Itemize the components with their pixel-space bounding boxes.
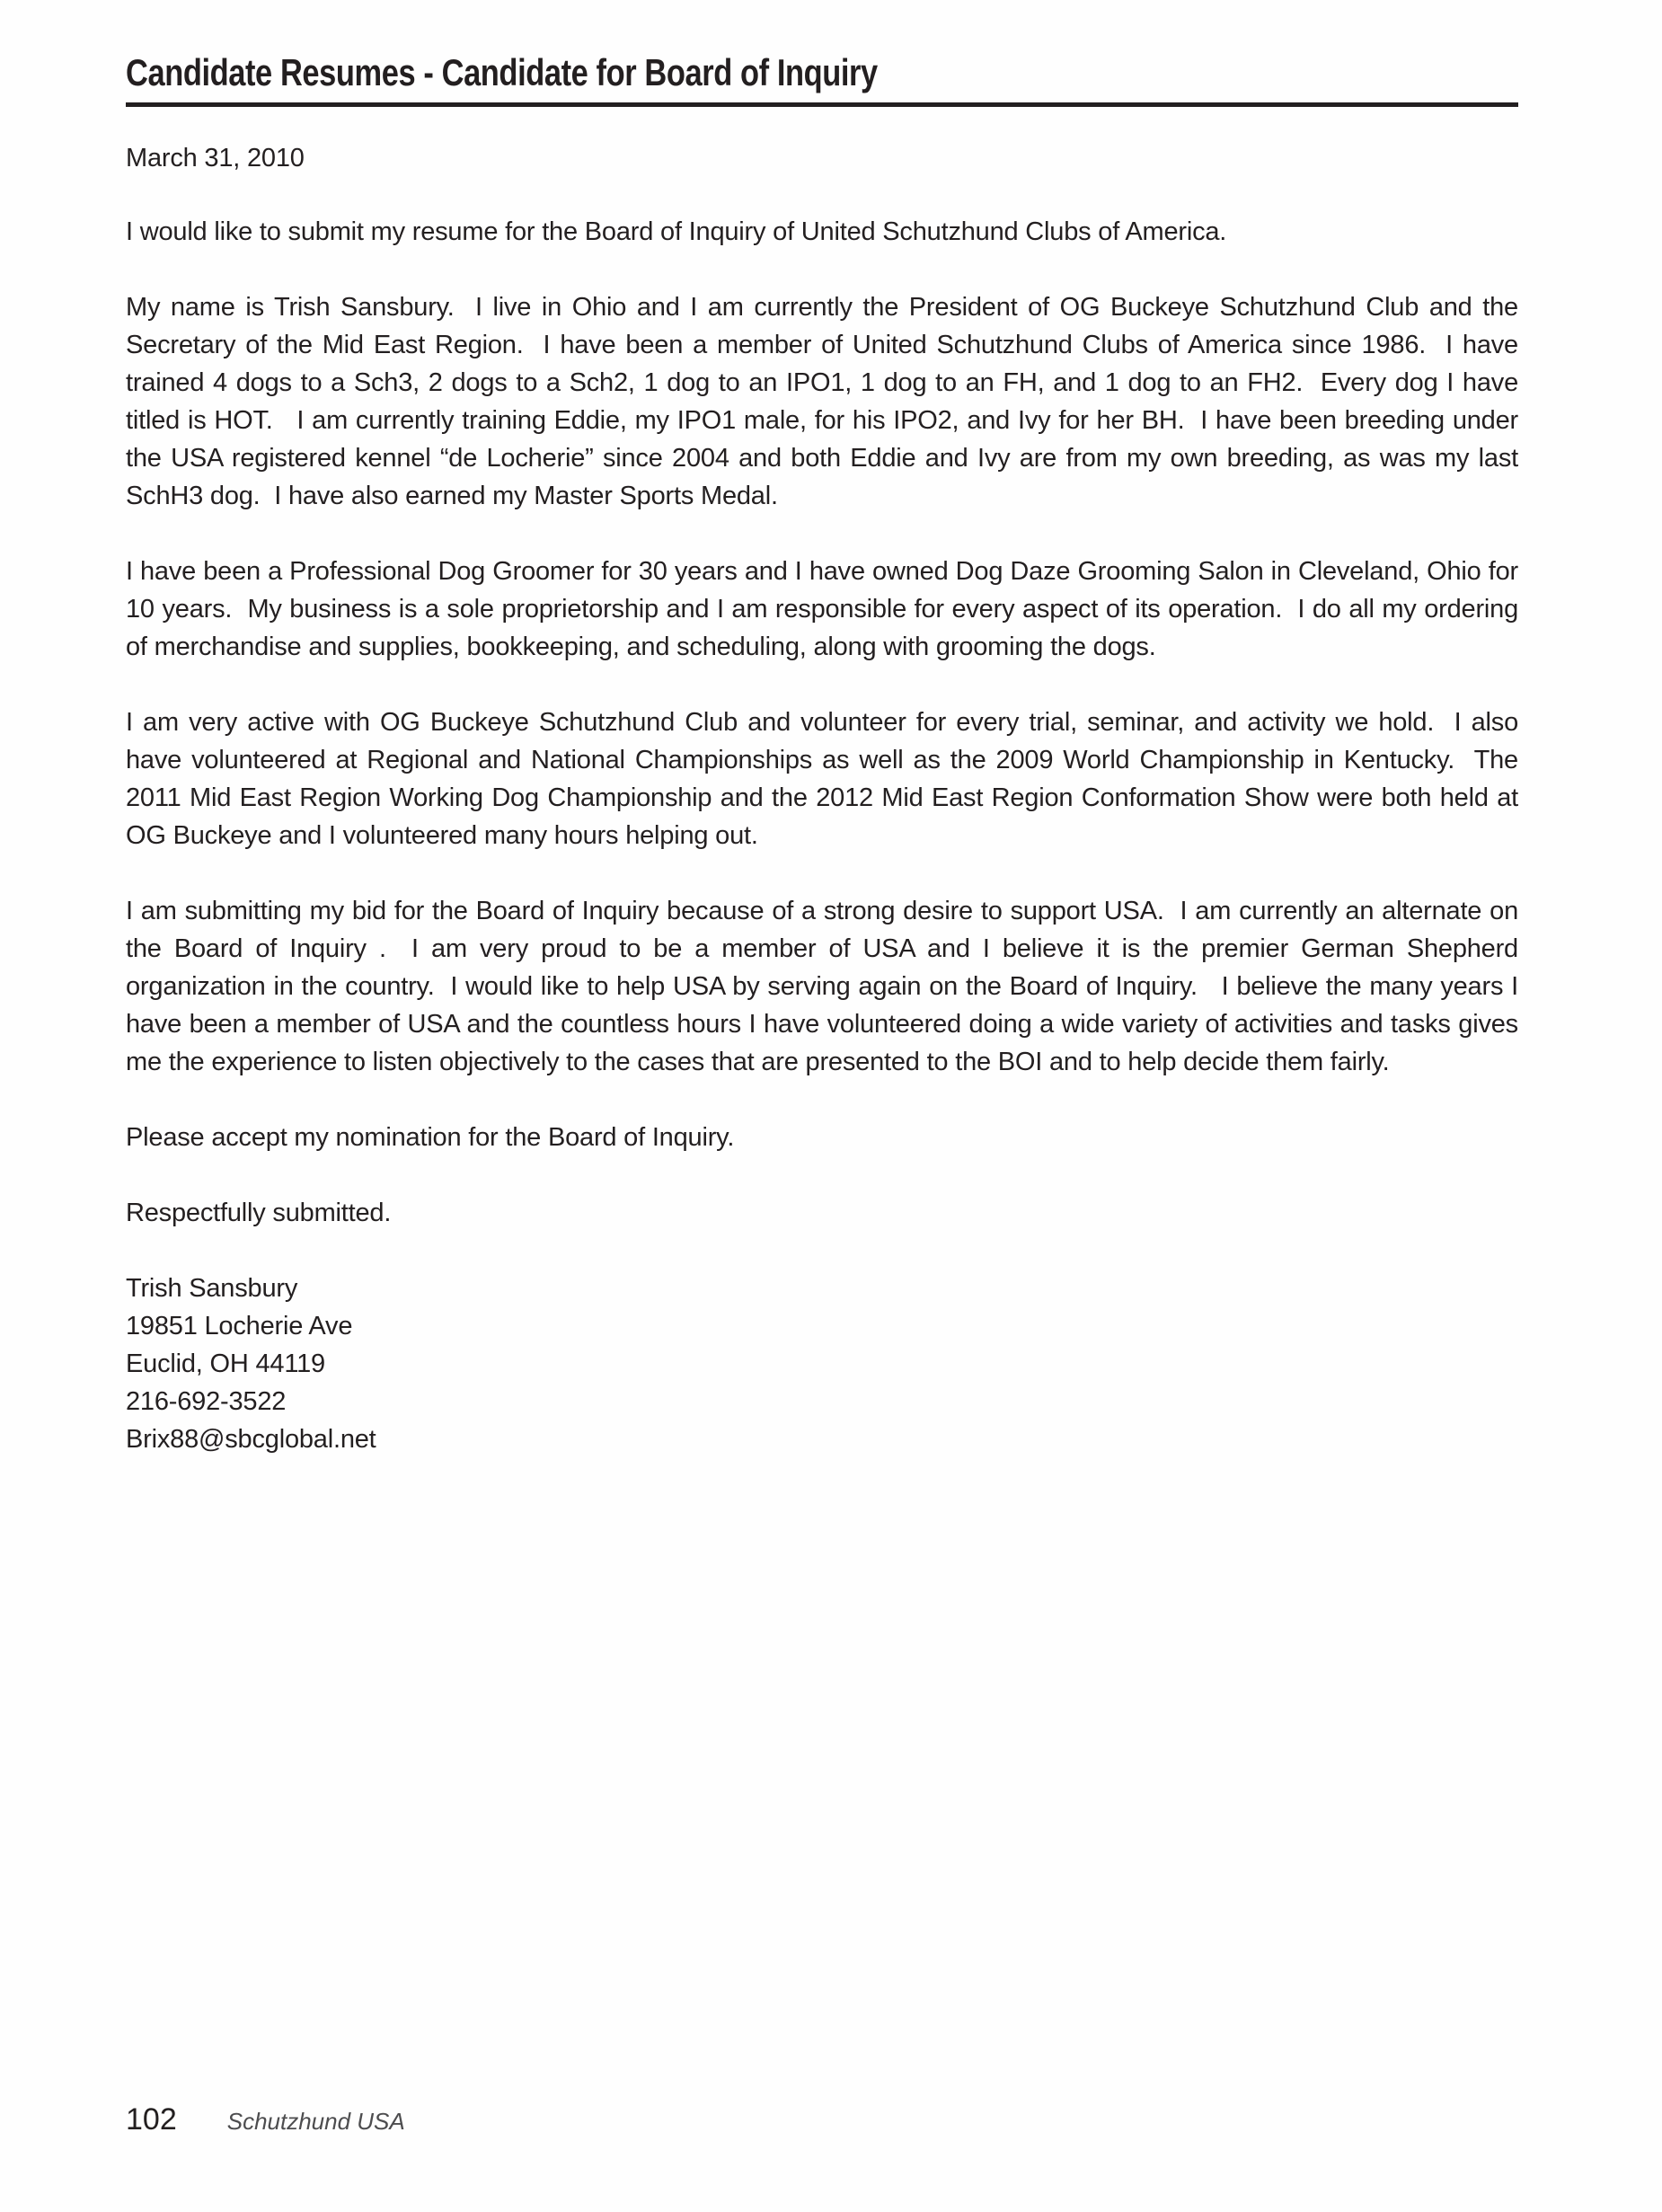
- letter-paragraph-bid: I am submitting my bid for the Board of Inquiry because of a strong desire to support USA. I am currently an alternate on the Board of Inquiry . I am very proud to be a member of USA and I believe it is the premier German Shepherd organization in the country. I would like to help USA by serving again on the Board of Inquiry. I believe the many years I have been a member of USA and the countless hours I have volunteered doing a wide variety of activities and tasks gives me the experience to listen objectively to the cases that are presented to the BOI and to help decide them fairly.: [126, 897, 1525, 1077]
- page-number: 102: [126, 2102, 177, 2137]
- signature-address-street: 19851 Locherie Ave: [126, 1312, 353, 1341]
- page-footer: [126, 2102, 405, 2137]
- letter-closing: Please accept my nomination for the Board of Inquiry.: [126, 1123, 735, 1153]
- letter-body: [126, 139, 1525, 1458]
- page-title: Candidate Resumes - Candidate for Board of Inquiry: [126, 51, 878, 93]
- signature-phone: 216-692-3522: [126, 1387, 287, 1417]
- signature-block: [126, 1270, 1518, 1458]
- letter-signoff: Respectfully submitted.: [126, 1199, 392, 1228]
- letter-paragraph-background: My name is Trish Sansbury. I live in Ohio and I am currently the President of OG Buckeye Schutzhund Club and the Secretary of the Mid East Region. I have been a member of United Schutzhund Clubs of America since 1986. I have trained 4 dogs to a Sch3, 2 dogs to a Sch2, 1 dog to an IPO1, 1 dog to an FH, and 1 dog to an FH2. Every dog I have titled is HOT. I am currently training Eddie, my IPO1 male, for his IPO2, and Ivy for her BH. I have been breeding under the USA registered kennel “de Locherie” since 2004 and both Eddie and Ivy are from my own breeding, as was my last SchH3 dog. I have also earned my Master Sports Medal.: [126, 293, 1525, 511]
- letter-paragraph-volunteering: I am very active with OG Buckeye Schutzhund Club and volunteer for every trial, seminar, and activity we hold. I also have volunteered at Regional and National Championships as well as the 2009 World Championship in Kentucky. The 2011 Mid East Region Working Dog Championship and the 2012 Mid East Region Conformation Show were both held at OG Buckeye and I volunteered many hours helping out.: [126, 708, 1525, 851]
- signature-email: Brix88@sbcglobal.net: [126, 1425, 376, 1455]
- letter-date: March 31, 2010: [126, 144, 305, 173]
- publication-name: Schutzhund USA: [226, 2108, 405, 2135]
- letter-paragraph-profession: I have been a Professional Dog Groomer for 30 years and I have owned Dog Daze Grooming Salon in Cleveland, Ohio for 10 years. My business is a sole proprietorship and I am responsible for every aspect of its operation. I do all my ordering of merchandise and supplies, bookkeeping, and scheduling, along with grooming the dogs.: [126, 557, 1525, 662]
- letter-paragraph-intro: I would like to submit my resume for the Board of Inquiry of United Schutzhund Clubs of America.: [126, 217, 1227, 247]
- signature-address-city: Euclid, OH 44119: [126, 1349, 325, 1379]
- signature-name: Trish Sansbury: [126, 1274, 298, 1304]
- page-header: [126, 52, 1518, 107]
- title-rule: [126, 102, 1518, 107]
